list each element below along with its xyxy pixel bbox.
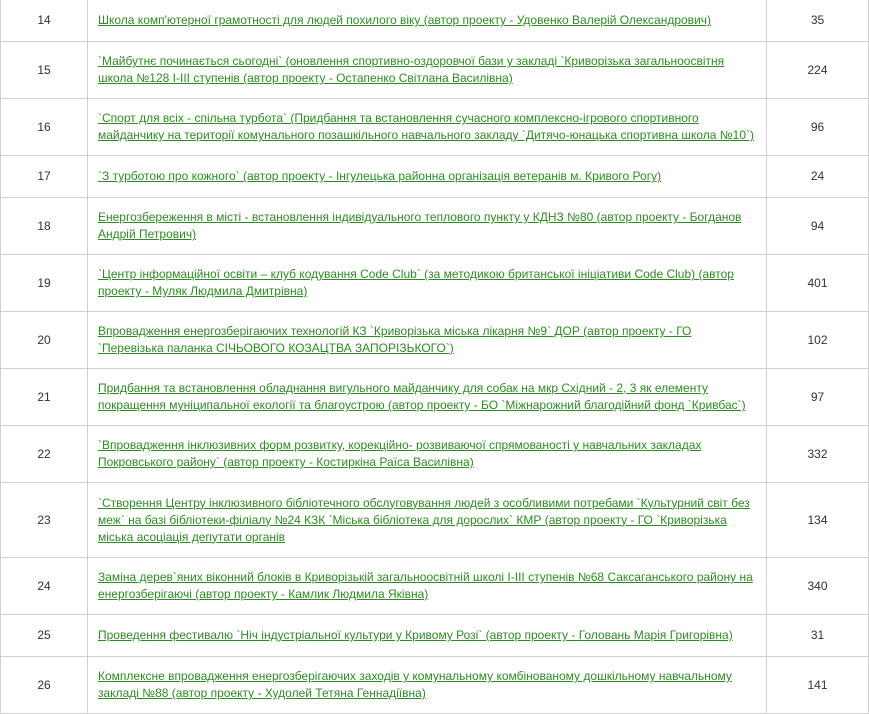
row-number: 15: [1, 42, 88, 99]
project-link[interactable]: Школа комп'ютерної грамотності для людей похилого віку (автор проекту - Удовенко Валерій Олександрович): [98, 13, 711, 27]
vote-count: 134: [767, 483, 869, 558]
row-number: 16: [1, 99, 88, 156]
vote-count: 102: [767, 312, 869, 369]
row-number: 20: [1, 312, 88, 369]
vote-count: 35: [767, 0, 869, 42]
table-row: [1, 42, 869, 99]
project-link[interactable]: Придбання та встановлення обладнання вигульного майданчику для собак на мкр Східний - 2, 3 як елементу покращення муніципальної екології та благоустрою (автор проекту - БО `Міжнарожний благодійний фонд `Кривбас`): [98, 381, 746, 412]
project-link[interactable]: `Майбутнє починається сьогодні` (оновлення спортивно-оздоровчої бази у закладі `Криворізька загальноосвітня школа №128 І-ІІІ ступенів (автор проекту - Остапенко Світлана Василівна): [98, 54, 725, 85]
row-number: 26: [1, 657, 88, 714]
project-title-cell: [88, 369, 767, 426]
vote-count: 340: [767, 558, 869, 615]
project-title-cell: [88, 99, 767, 156]
vote-count: 24: [767, 156, 869, 198]
project-title-cell: [88, 0, 767, 42]
vote-count: 94: [767, 198, 869, 255]
project-link[interactable]: `Створення Центру інклюзивного бібліотечного обслуговування людей з особливими потребами `Культурний світ без меж` на базі бібліотеки-філіалу №24 КЗК `Міська бібліотека для дорослих` КМР (автор проекту - ГО `Криворізька міська асоціація депутати органів: [98, 495, 750, 544]
project-title-cell: [88, 558, 767, 615]
row-number: 14: [1, 0, 88, 42]
project-title-cell: [88, 255, 767, 312]
project-link[interactable]: `З турботою про кожного` (автор проекту - Інгулецька районна організація ветеранів м. Кривого Рогу): [98, 169, 662, 183]
vote-count: 224: [767, 42, 869, 99]
row-number: 25: [1, 615, 88, 657]
table-row: [1, 483, 869, 558]
table-row: [1, 657, 869, 714]
table-row: [1, 198, 869, 255]
project-link[interactable]: Проведення фестивалю `Ніч індустріальної культури у Кривому Розі` (автор проекту - Головань Марія Григорівна): [98, 628, 733, 642]
project-title-cell: [88, 198, 767, 255]
table-row: [1, 369, 869, 426]
project-link[interactable]: Заміна дерев`яних віконний блоків в Криворізькій загальноосвітній школі І-ІІІ ступенів №68 Саксаганського району на енергозберігаючі (автор проекту - Камлик Людмила Яківна): [98, 570, 753, 601]
row-number: 17: [1, 156, 88, 198]
table-row: [1, 255, 869, 312]
vote-count: 141: [767, 657, 869, 714]
vote-count: 97: [767, 369, 869, 426]
vote-count: 332: [767, 426, 869, 483]
project-link[interactable]: Енергозбереження в місті - встановлення індивідуального теплового пункту у КДНЗ №80 (автор проекту - Богданов Андрій Петрович): [98, 210, 742, 241]
project-title-cell: [88, 42, 767, 99]
project-link[interactable]: `Центр інформаційної освіти – клуб кодування Code Club` (за методикою британської ініціативи Code Club) (автор проекту - Муляк Людмила Дмитрівна): [98, 267, 734, 298]
vote-count: 96: [767, 99, 869, 156]
table-row: [1, 615, 869, 657]
project-title-cell: [88, 312, 767, 369]
project-title-cell: [88, 483, 767, 558]
row-number: 24: [1, 558, 88, 615]
table-row: [1, 312, 869, 369]
project-link[interactable]: `Спорт для всіх - спільна турбота` (Придбання та встановлення сучасного комплексно-ігрового спортивного майданчику на території комунального позашкільного навчального закладу `Дитячо-юнацька спортивна школа №10`): [98, 111, 754, 142]
vote-count: 401: [767, 255, 869, 312]
project-link[interactable]: `Впровадження інклюзивних форм розвитку, корекційно- розвиваючої спрямованості у навчальних закладах Покровського району` (автор проекту - Костиркіна Раїса Василівна): [98, 438, 702, 469]
project-link[interactable]: Комплексне впровадження енергозберігаючих заходів у комунальному комбінованому дошкільному навчальному закладі №88 (автор проекту - Худолей Тетяна Геннадіївна): [98, 669, 732, 700]
table-row: [1, 426, 869, 483]
project-link[interactable]: Впровадження енергозберігаючих технологій КЗ `Криворізька міська лікарня №9` ДОР (автор проекту - ГО `Перевізька паланка СІЧЬОВОГО КОЗАЦТВА ЗАПОРІЗЬКОГО`): [98, 324, 692, 355]
table-row: [1, 558, 869, 615]
table-row: [1, 156, 869, 198]
row-number: 21: [1, 369, 88, 426]
project-title-cell: [88, 426, 767, 483]
row-number: 19: [1, 255, 88, 312]
projects-table-body: [1, 0, 869, 714]
project-title-cell: [88, 615, 767, 657]
table-row: [1, 0, 869, 42]
project-title-cell: [88, 156, 767, 198]
row-number: 23: [1, 483, 88, 558]
row-number: 18: [1, 198, 88, 255]
table-row: [1, 99, 869, 156]
project-title-cell: [88, 657, 767, 714]
vote-count: 31: [767, 615, 869, 657]
row-number: 22: [1, 426, 88, 483]
